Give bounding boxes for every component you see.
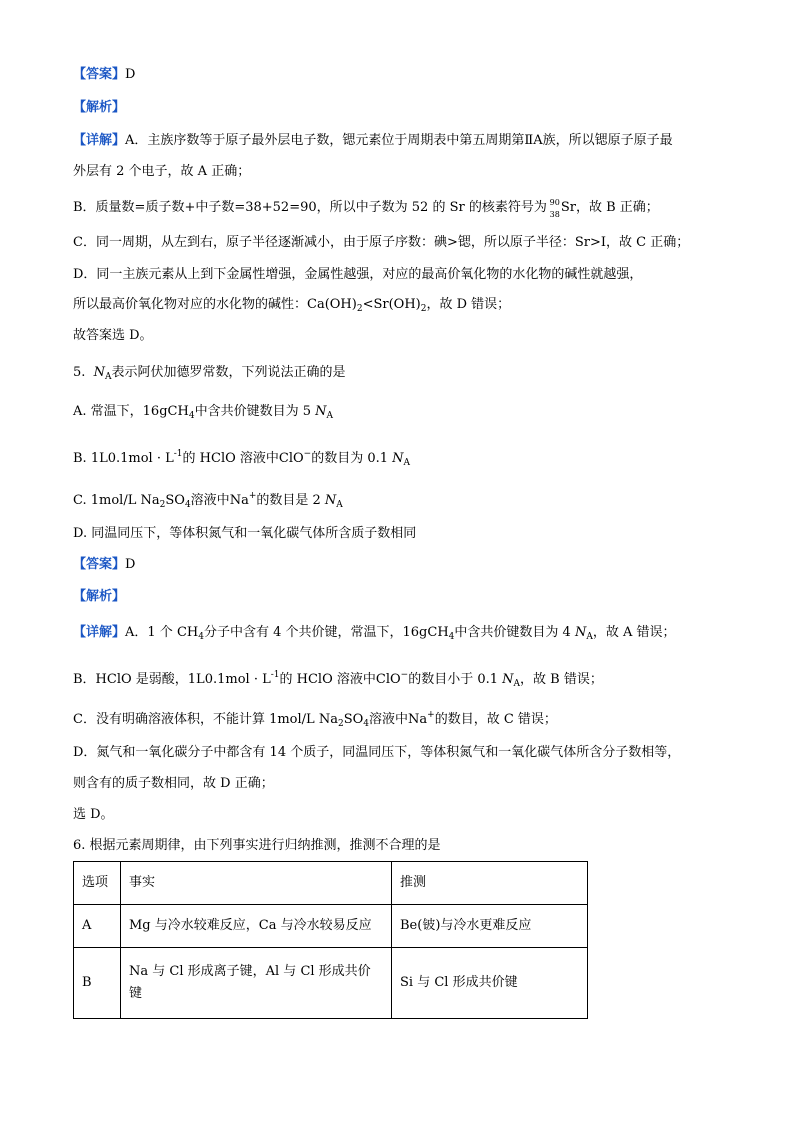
table-row [74, 905, 588, 948]
table-header-cell: 推测 [392, 862, 588, 905]
question-6-stem: 6. 根据元素周期律，由下列事实进行归纳推测，推测不合理的是 [73, 838, 441, 853]
table-cell: A [74, 905, 121, 948]
answer-value: D [125, 67, 136, 82]
option-5d: D. 同温同压下，等体积氮气和一氧化碳气体所含质子数相同 [73, 526, 417, 541]
question-6-table [73, 861, 588, 1019]
option-5a: A. 常温下，16gCH$_4$中含共价键数目为 5 $N_A$ [73, 404, 333, 421]
table-cell: Na 与 Cl 形成离子键，Al 与 Cl 形成共价键 [121, 948, 392, 1019]
table-cell: Be(铍)与冷水更难反应 [392, 905, 588, 948]
table-cell: Mg 与冷水较难反应，Ca 与冷水较易反应 [121, 905, 392, 948]
question-5-stem: 5. $N_A$表示阿伏加德罗常数，下列说法正确的是 [73, 365, 346, 382]
table-cell: Si 与 Cl 形成共价键 [392, 948, 588, 1019]
detail2-line-d2: 则含有的质子数相同，故 D 正确； [73, 776, 274, 791]
detail-line-a1: 【详解】A．主族序数等于原子最外层电子数，锶元素位于周期表中第五周期第ⅡA族，所以锶原子原子最 [73, 133, 673, 148]
table-cell: B [74, 948, 121, 1019]
table-header-cell: 选项 [74, 862, 121, 905]
detail2-line-c: C．没有明确溶液体积，不能计算 1mol/L $Na_2SO_4$溶液中Na+的数目，故 C 错误； [73, 710, 557, 729]
table-row [74, 948, 588, 1019]
detail2-line-a: 【详解】A．1 个 $CH_4$分子中含有 4 个共价键，常温下，16gCH$_4$中含共价键数目为 4 $N_A$，故 A 错误； [73, 625, 676, 642]
detail-line-d1: D．同一主族元素从上到下金属性增强，金属性越强，对应的最高价氧化物的水化物的碱性就越强， [73, 267, 643, 282]
answer-line-1 [73, 66, 135, 84]
detail2-line-b: B．HClO 是弱酸，$1L0.1mol \cdot L^{-1}$的 HClO 溶液中ClO−的数目小于 0.1 $N_A$，故 B 错误； [73, 670, 603, 689]
detail-line-c: C．同一周期，从左到右，原子半径逐渐减小，由于原子序数：碘>锶，所以原子半径：Sr>I，故 C 正确； [73, 235, 690, 250]
answer-tag: 【答案】 [73, 67, 126, 82]
analysis-heading-2: 【解析】 [73, 589, 126, 604]
detail2-line-d1: D．氮气和一氧化碳分子中都含有 14 个质子，同温同压下，等体积氮气和一氧化碳气体所含分子数相等， [73, 745, 681, 760]
option-5c: C. 1mol/L $Na_2SO_4$溶液中Na+的数目是 2 $N_A$ [73, 491, 343, 510]
conclusion-2: 选 D。 [73, 807, 114, 822]
detail-line-a2: 外层有 2 个电子，故 A 正确； [73, 164, 251, 179]
analysis-heading-1: 【解析】 [73, 100, 126, 115]
detail-tag: 【详解】 [73, 133, 126, 148]
detail-line-b: B．质量数=质子数+中子数=38+52=90，所以中子数为 52 的 Sr 的核素符号为 90 38 Sr，故 B 正确； [73, 198, 659, 219]
table-header-cell: 事实 [121, 862, 392, 905]
option-5b: B. $1L0.1mol \cdot L^{-1}$的 HClO 溶液中ClO−的数目为 0.1 $N_A$ [73, 449, 411, 468]
conclusion-1: 故答案选 D。 [73, 328, 153, 343]
table-header-row [74, 862, 588, 905]
nuclide-symbol: 90 38 [549, 198, 560, 219]
detail-line-d2: 所以最高价氧化物对应的水化物的碱性：$Ca(OH)_2<Sr(OH)_2$，故 D 错误； [73, 297, 511, 314]
answer-line-2: 【答案】D [73, 557, 136, 572]
